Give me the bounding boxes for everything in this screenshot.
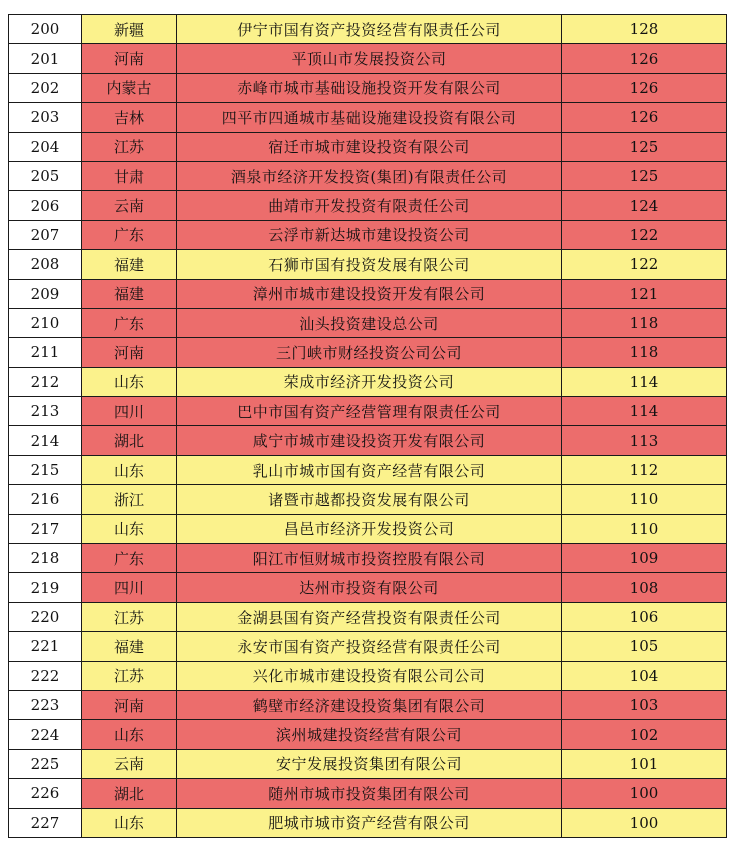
count-cell: 110 (562, 485, 727, 514)
province-cell: 河南 (82, 338, 177, 367)
company-name-cell: 四平市四通城市基础设施建设投资有限公司 (177, 103, 562, 132)
company-name-cell: 伊宁市国有资产投资经营有限责任公司 (177, 15, 562, 44)
rank-cell: 213 (9, 397, 82, 426)
count-cell: 122 (562, 250, 727, 279)
table-row (9, 279, 727, 308)
table-row (9, 573, 727, 602)
province-cell: 河南 (82, 690, 177, 719)
table-row (9, 44, 727, 73)
company-name-cell: 石狮市国有投资发展有限公司 (177, 250, 562, 279)
province-cell: 云南 (82, 191, 177, 220)
count-cell: 118 (562, 338, 727, 367)
count-cell: 124 (562, 191, 727, 220)
count-cell: 109 (562, 544, 727, 573)
count-cell: 121 (562, 279, 727, 308)
company-name-cell: 阳江市恒财城市投资控股有限公司 (177, 544, 562, 573)
rank-cell: 209 (9, 279, 82, 308)
table-row (9, 455, 727, 484)
company-name-cell: 鹤壁市经济建设投资集团有限公司 (177, 690, 562, 719)
table-row (9, 15, 727, 44)
rank-cell: 211 (9, 338, 82, 367)
table-row (9, 514, 727, 543)
company-name-cell: 平顶山市发展投资公司 (177, 44, 562, 73)
count-cell: 100 (562, 808, 727, 837)
count-cell: 126 (562, 103, 727, 132)
province-cell: 山东 (82, 367, 177, 396)
rank-cell: 217 (9, 514, 82, 543)
table-row (9, 397, 727, 426)
table-row (9, 161, 727, 190)
count-cell: 114 (562, 367, 727, 396)
company-name-cell: 安宁发展投资集团有限公司 (177, 749, 562, 778)
company-name-cell: 诸暨市越都投资发展有限公司 (177, 485, 562, 514)
count-cell: 126 (562, 73, 727, 102)
province-cell: 广东 (82, 220, 177, 249)
province-cell: 山东 (82, 808, 177, 837)
province-cell: 福建 (82, 279, 177, 308)
table-row (9, 250, 727, 279)
count-cell: 102 (562, 720, 727, 749)
count-cell: 118 (562, 308, 727, 337)
rank-cell: 204 (9, 132, 82, 161)
table-row (9, 73, 727, 102)
count-cell: 125 (562, 161, 727, 190)
table-row (9, 338, 727, 367)
rank-cell: 200 (9, 15, 82, 44)
rank-cell: 216 (9, 485, 82, 514)
province-cell: 江苏 (82, 661, 177, 690)
province-cell: 山东 (82, 514, 177, 543)
table-row (9, 779, 727, 808)
province-cell: 福建 (82, 632, 177, 661)
province-cell: 四川 (82, 573, 177, 602)
table-row (9, 103, 727, 132)
province-cell: 江苏 (82, 602, 177, 631)
table-row (9, 485, 727, 514)
rank-cell: 202 (9, 73, 82, 102)
table-row (9, 544, 727, 573)
count-cell: 100 (562, 779, 727, 808)
province-cell: 甘肃 (82, 161, 177, 190)
province-cell: 湖北 (82, 426, 177, 455)
province-cell: 山东 (82, 720, 177, 749)
count-cell: 125 (562, 132, 727, 161)
company-name-cell: 巴中市国有资产经营管理有限责任公司 (177, 397, 562, 426)
province-cell: 广东 (82, 308, 177, 337)
rank-cell: 219 (9, 573, 82, 602)
province-cell: 河南 (82, 44, 177, 73)
province-cell: 山东 (82, 455, 177, 484)
province-cell: 福建 (82, 250, 177, 279)
province-cell: 云南 (82, 749, 177, 778)
company-name-cell: 赤峰市城市基础设施投资开发有限公司 (177, 73, 562, 102)
ranking-table-body (9, 15, 727, 838)
count-cell: 128 (562, 15, 727, 44)
table-row (9, 808, 727, 837)
company-name-cell: 云浮市新达城市建设投资公司 (177, 220, 562, 249)
company-name-cell: 昌邑市经济开发投资公司 (177, 514, 562, 543)
table-row (9, 661, 727, 690)
count-cell: 104 (562, 661, 727, 690)
count-cell: 103 (562, 690, 727, 719)
company-name-cell: 兴化市城市建设投资有限公司公司 (177, 661, 562, 690)
company-name-cell: 咸宁市城市建设投资开发有限公司 (177, 426, 562, 455)
count-cell: 122 (562, 220, 727, 249)
rank-cell: 205 (9, 161, 82, 190)
count-cell: 126 (562, 44, 727, 73)
rank-cell: 214 (9, 426, 82, 455)
rank-cell: 223 (9, 690, 82, 719)
company-name-cell: 金湖县国有资产经营投资有限责任公司 (177, 602, 562, 631)
count-cell: 112 (562, 455, 727, 484)
table-row (9, 308, 727, 337)
rank-cell: 222 (9, 661, 82, 690)
count-cell: 110 (562, 514, 727, 543)
count-cell: 105 (562, 632, 727, 661)
company-name-cell: 滨州城建投资经营有限公司 (177, 720, 562, 749)
rank-cell: 208 (9, 250, 82, 279)
rank-cell: 210 (9, 308, 82, 337)
company-name-cell: 达州市投资有限公司 (177, 573, 562, 602)
province-cell: 新疆 (82, 15, 177, 44)
count-cell: 114 (562, 397, 727, 426)
company-name-cell: 酒泉市经济开发投资(集团)有限责任公司 (177, 161, 562, 190)
table-row (9, 426, 727, 455)
table-row (9, 367, 727, 396)
rank-cell: 207 (9, 220, 82, 249)
table-row (9, 749, 727, 778)
company-name-cell: 曲靖市开发投资有限责任公司 (177, 191, 562, 220)
province-cell: 湖北 (82, 779, 177, 808)
table-row (9, 690, 727, 719)
rank-cell: 201 (9, 44, 82, 73)
table-row (9, 632, 727, 661)
rank-cell: 225 (9, 749, 82, 778)
company-name-cell: 汕头投资建设总公司 (177, 308, 562, 337)
count-cell: 108 (562, 573, 727, 602)
rank-cell: 218 (9, 544, 82, 573)
province-cell: 四川 (82, 397, 177, 426)
company-name-cell: 漳州市城市建设投资开发有限公司 (177, 279, 562, 308)
rank-cell: 221 (9, 632, 82, 661)
company-name-cell: 随州市城市投资集团有限公司 (177, 779, 562, 808)
rank-cell: 215 (9, 455, 82, 484)
company-name-cell: 乳山市城市国有资产经营有限公司 (177, 455, 562, 484)
company-name-cell: 荣成市经济开发投资公司 (177, 367, 562, 396)
province-cell: 吉林 (82, 103, 177, 132)
province-cell: 内蒙古 (82, 73, 177, 102)
rank-cell: 224 (9, 720, 82, 749)
table-row (9, 602, 727, 631)
count-cell: 113 (562, 426, 727, 455)
table-row (9, 191, 727, 220)
table-row (9, 132, 727, 161)
table-row (9, 220, 727, 249)
company-name-cell: 永安市国有资产投资经营有限责任公司 (177, 632, 562, 661)
rank-cell: 227 (9, 808, 82, 837)
rank-cell: 212 (9, 367, 82, 396)
province-cell: 江苏 (82, 132, 177, 161)
province-cell: 广东 (82, 544, 177, 573)
count-cell: 101 (562, 749, 727, 778)
ranking-table (8, 14, 727, 838)
rank-cell: 203 (9, 103, 82, 132)
company-name-cell: 肥城市城市资产经营有限公司 (177, 808, 562, 837)
rank-cell: 226 (9, 779, 82, 808)
count-cell: 106 (562, 602, 727, 631)
company-name-cell: 宿迁市城市建设投资有限公司 (177, 132, 562, 161)
company-name-cell: 三门峡市财经投资公司公司 (177, 338, 562, 367)
table-row (9, 720, 727, 749)
rank-cell: 206 (9, 191, 82, 220)
province-cell: 浙江 (82, 485, 177, 514)
rank-cell: 220 (9, 602, 82, 631)
